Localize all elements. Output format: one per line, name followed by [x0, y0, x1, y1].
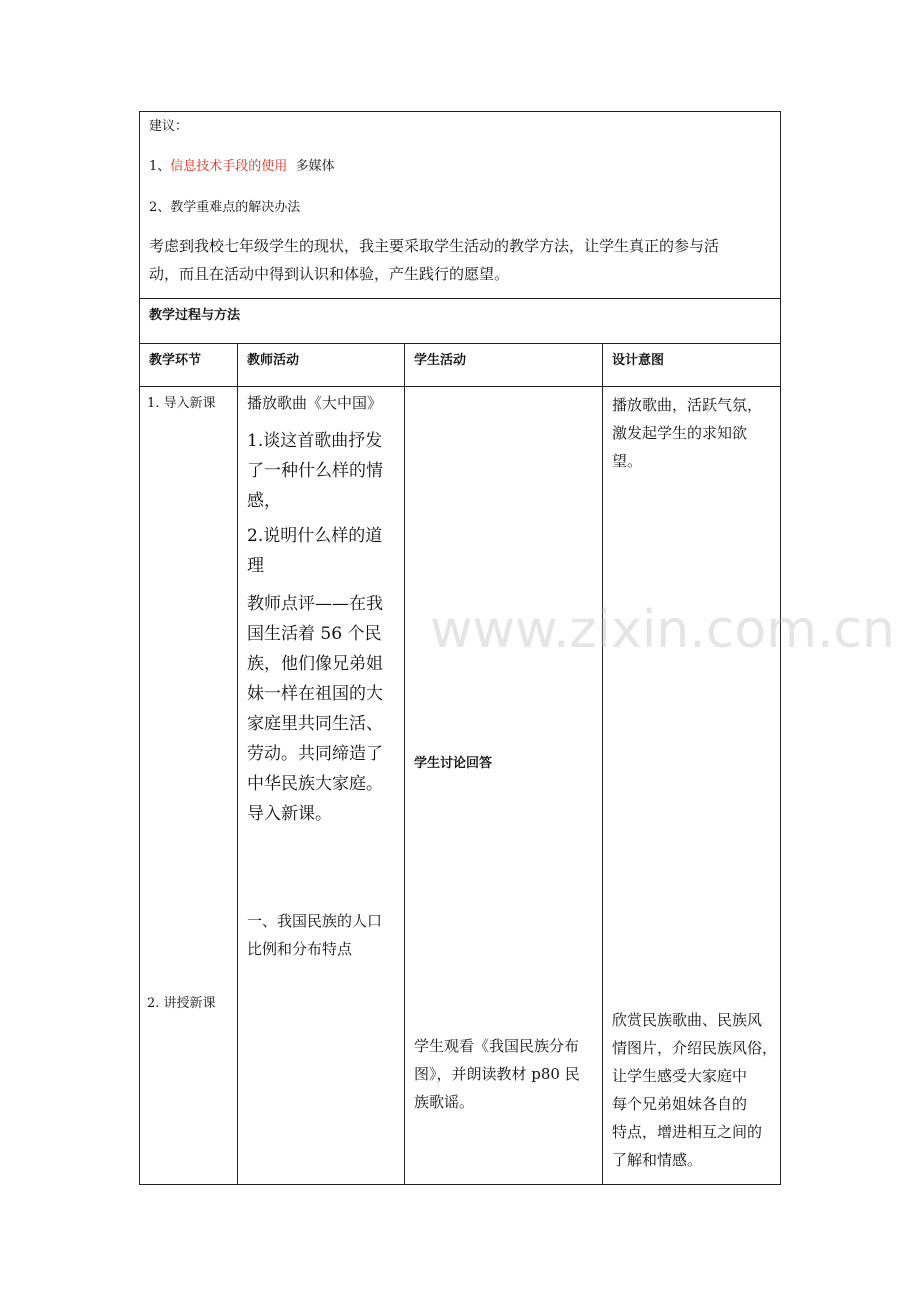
intent-line: 欣赏民族歌曲、民族风 [612, 1011, 763, 1029]
row-divider [139, 386, 781, 387]
question-line: 2.说明什么样的道 [247, 526, 383, 546]
stage-teach: 2. 讲授新课 [147, 996, 216, 1011]
question-line: 了一种什么样的情 [247, 461, 383, 481]
column-divider [602, 343, 603, 1185]
header-teacher-activity: 教师活动 [247, 353, 300, 368]
comment-line: 家庭里共同生活、 [247, 714, 383, 734]
header-design-intent: 设计意图 [612, 353, 665, 368]
it-means-label: 信息技术手段的使用 [170, 159, 288, 174]
header-student-activity: 学生活动 [414, 353, 467, 368]
intent-1 [612, 391, 762, 475]
watch-line: 图》，并朗读教材 p80 民 [414, 1065, 580, 1083]
stage-intro: 1. 导入新课 [147, 396, 216, 411]
comment-line: 劳动。共同缔造了 [247, 744, 383, 764]
row-divider [139, 343, 781, 344]
paragraph-line: 动，而且在活动中得到认识和体验，产生践行的愿望。 [149, 265, 510, 283]
intent-line: 望。 [612, 452, 643, 470]
intent-line: 激发起学生的求知欲 [612, 424, 748, 442]
comment-line: 中华民族大家庭。 [247, 774, 383, 794]
row-divider [139, 298, 781, 299]
intent-line: 让学生感受大家庭中 [612, 1067, 748, 1085]
header-stage: 教学环节 [149, 353, 202, 368]
comment-line: 妹一样在祖国的大 [247, 684, 383, 704]
question-line: 1.谈这首歌曲抒发 [247, 431, 383, 451]
comment-line: 教师点评——在我 [247, 594, 383, 614]
suggestion-paragraph [149, 232, 775, 288]
process-title: 教学过程与方法 [149, 308, 241, 323]
paragraph-line: 考虑到我校七年级学生的现状，我主要采取学生活动的教学方法，让学生真正的参与活 [149, 237, 720, 255]
item-number: 1、 [149, 159, 171, 174]
section-1-title [247, 907, 382, 963]
intent-line: 情图片，介绍民族风俗， [612, 1039, 778, 1057]
intent-line: 播放歌曲，活跃气氛， [612, 396, 763, 414]
question-2 [247, 521, 382, 581]
intent-line: 每个兄弟姐妹各自的 [612, 1095, 748, 1113]
section-line: 一、我国民族的人口 [247, 912, 383, 930]
watch-line: 学生观看《我国民族分布 [414, 1037, 580, 1055]
column-divider [237, 343, 238, 1185]
student-discuss: 学生讨论回答 [414, 756, 493, 771]
play-song-text: 播放歌曲《大中国》 [247, 394, 383, 412]
student-watch [414, 1032, 580, 1116]
suggestion-item-2: 2、教学重难点的解决办法 [149, 200, 301, 215]
intent-2 [612, 1006, 777, 1174]
watermark: www.zixin.com.cn [430, 600, 895, 660]
question-line: 感， [247, 491, 281, 511]
intent-line: 特点，增进相互之间的 [612, 1123, 763, 1141]
teacher-comment [247, 589, 383, 829]
question-1 [247, 426, 383, 516]
comment-line: 族，他们像兄弟姐 [247, 654, 383, 674]
question-line: 理 [247, 556, 264, 576]
suggestion-heading: 建议： [149, 119, 189, 134]
comment-line: 国生活着 56 个民 [247, 624, 382, 644]
suggestion-item-1 [149, 156, 335, 178]
multimedia-label: 多媒体 [295, 159, 335, 174]
column-divider [404, 343, 405, 1185]
comment-line: 导入新课。 [247, 804, 332, 824]
intent-line: 了解和情感。 [612, 1151, 703, 1169]
section-line: 比例和分布特点 [247, 940, 353, 958]
watch-line: 族歌谣。 [414, 1093, 475, 1111]
